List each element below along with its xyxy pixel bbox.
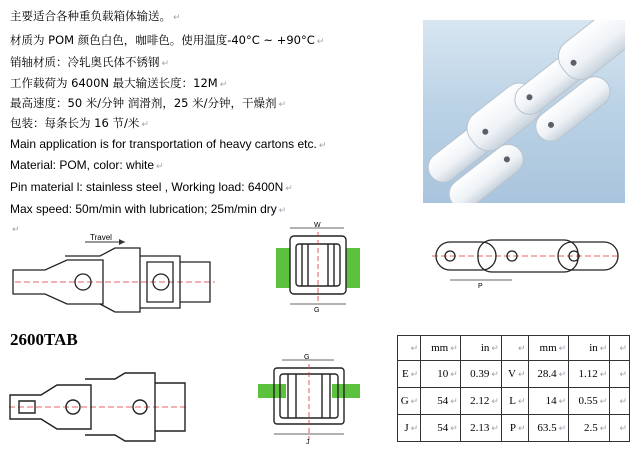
spec-line-cn-1: 主要适合各种重负载箱体输送。 ↵	[10, 9, 181, 23]
spec-line-cn-6: 包装：每条长为 16 节/米 ↵	[10, 116, 149, 130]
side-view-drawing-2	[5, 365, 190, 445]
chain-photo	[423, 20, 625, 203]
spec-line-en-1: Main application is for transportation of heavy cartons etc. ↵	[10, 137, 327, 151]
table-header-row: ↵ mm ↵ in ↵ ↵ mm ↵ in ↵ ↵	[398, 336, 630, 361]
table-row: G ↵ 54 ↵ 2.12 ↵ L ↵ 14 ↵ 0.55 ↵ ↵	[398, 388, 630, 415]
front-view-drawing	[272, 222, 364, 312]
spec-line-cn-5: 最高速度：50 米/分钟 润滑剂，25 米/分钟，干燥剂 ↵	[10, 96, 287, 110]
spec-line-cn-3: 销轴材质：冷轧奥氏体不锈钢 ↵	[10, 55, 170, 69]
table-row: J ↵ 54 ↵ 2.13 ↵ P ↵ 63.5 ↵ 2.5 ↵ ↵	[398, 415, 630, 442]
g-label-2: G	[304, 354, 310, 361]
j-label: J	[306, 439, 310, 446]
green-rail-right	[346, 248, 360, 288]
spec-line-en-2: Material: POM, color: white ↵	[10, 158, 164, 172]
green-rail-left-2	[258, 384, 286, 398]
empty-paragraph-mark: ↵	[12, 224, 20, 234]
side-view-drawing	[5, 232, 220, 317]
model-title: 2600TAB	[10, 330, 78, 349]
w-label: W	[314, 222, 321, 229]
dimension-table	[397, 335, 630, 442]
g-label: G	[314, 307, 320, 312]
spec-line-en-3: Pin material l: stainless steel , Working load: 6400N ↵	[10, 180, 293, 194]
spec-line-cn-4: 工作载荷为 6400N 最大输送长度：12M ↵	[10, 76, 228, 90]
green-rail-left	[276, 248, 290, 288]
spec-line-en-4: Max speed: 50m/min with lubrication; 25m/min dry ↵	[10, 202, 287, 216]
green-rail-right-2	[332, 384, 360, 398]
spec-line-cn-2: 材质为 POM 颜色白色，咖啡色。使用温度-40°C ~ +90°C ↵	[10, 33, 325, 47]
travel-label: Travel	[90, 233, 112, 242]
front-view-drawing-2	[252, 352, 364, 447]
top-view-drawing	[428, 232, 623, 292]
table-row: E ↵ 10 ↵ 0.39 ↵ V ↵ 28.4 ↵ 1.12 ↵ ↵	[398, 361, 630, 388]
p-label: P	[478, 283, 483, 290]
